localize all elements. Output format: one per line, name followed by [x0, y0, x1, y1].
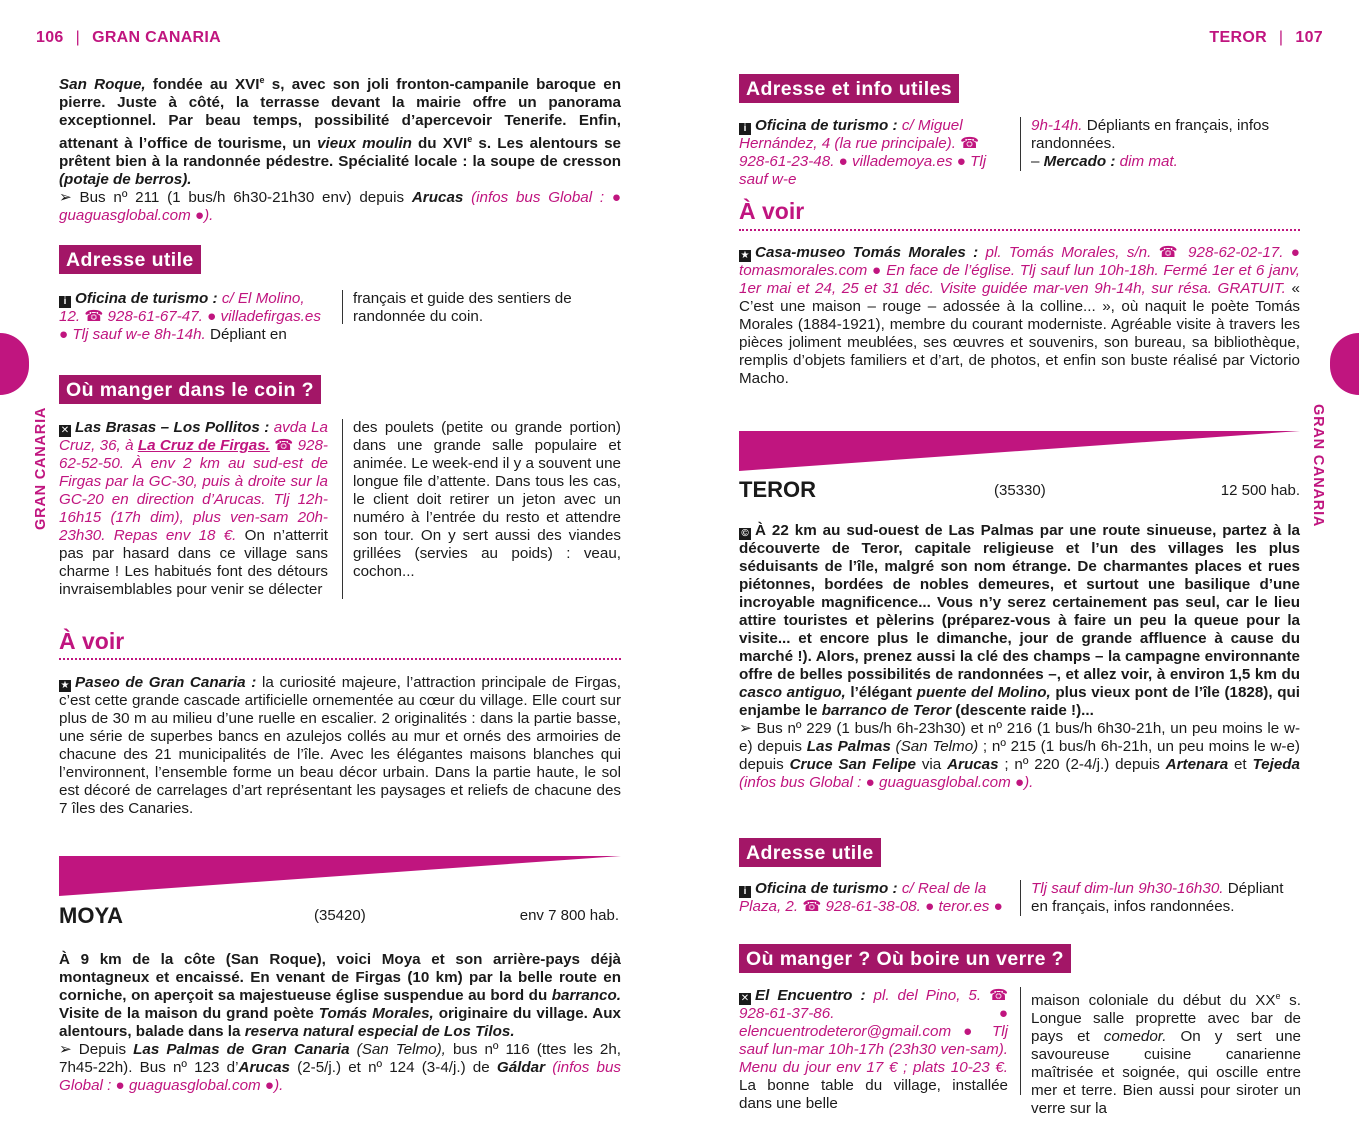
moya-population: env 7 800 hab. [519, 907, 619, 924]
teror-population: 12 500 hab. [1220, 482, 1300, 499]
left-a-voir-title: À voir [59, 628, 125, 654]
right-adresse-col2: 9h-14h. Dépliants en français, infos randonnées. – Mercado : dim mat. [1020, 117, 1301, 171]
teror-banner [739, 431, 1300, 473]
right-manger-col1: ✕ El Encuentro : pl. del Pino, 5. ☎ 928-61-37-86. ● elencuentrodeteror@gmail.com ● Tlj sauf lun-mar 10h-17h (23h30 ven-sam). Menu du jour env 17 € ; plats 10-23 €. La bonne table du village, installée dans une belle [739, 987, 1008, 1112]
sight-icon: ★ [740, 250, 750, 261]
moya-banner [59, 856, 621, 898]
left-page-number: 106 [36, 29, 64, 46]
left-header-title: GRAN CANARIA [92, 29, 222, 46]
right-a-voir-title: À voir [739, 198, 805, 224]
teror-title: TEROR [739, 477, 816, 502]
right-page-number: 107 [1295, 29, 1323, 46]
left-a-voir-paragraph: ★ Paseo de Gran Canaria : la curiosité majeure, l’attraction principale de Firgas, c’est cette grande cascade artificielle ornementée au cœur du village. Elle court sur plus de 30 m au milieu d’une ruelle en escalier. 2 originalités : dans la partie basse, une série de superbes bancs en azulejos collés au mur et ornés des armoiries de chacune des 21 municipalités de l’île. Avec les élégantes maisons blanches qui l’environnent, l’ensemble forme un beau décor urbain. Dans la partie haute, le sol est décoré de carrelages d’art représentant les paysages et reliefs de chacune des 7 îles des Canaries. [59, 674, 621, 817]
left-thumb-tab [0, 333, 29, 395]
right-side-label: GRAN CANARIA [1310, 404, 1326, 528]
sight-icon: ★ [60, 680, 70, 691]
info-icon: i [739, 886, 751, 898]
right-adresse2-col2: Tlj sauf dim-lun 9h30-16h30. Dépliant en français, infos randonnées. [1020, 880, 1301, 916]
adresse-utile-teror-badge: Adresse utile [739, 838, 881, 867]
right-adresse-col1: i Oficina de turismo : c/ Miguel Hernández, 4 (la rue principale). ☎ 928-61-23-48. ● villademoya.es ● Tlj sauf w-e [739, 117, 987, 188]
left-page-header: 106 | GRAN CANARIA [36, 29, 222, 46]
left-adresse-col1: i Oficina de turismo : c/ El Molino, 12. ☎ 928-61-67-47. ● villadefirgas.es ● Tlj sauf w-e 8h-14h. Dépliant en [59, 290, 321, 343]
info-icon: i [59, 296, 71, 308]
intro-paragraph: San Roque, fondée au XVIe s, avec son joli fronton-campanile baroque en pierre. Juste à côté, la terrasse devant la mairie offre un panorama exceptionnel. Par beau temps, possibilité d’apercevoir Tenerife. Enfin, attenant à l’office de tourisme, un vieux moulin du XVIe s. Les alentours se prêtent bien à la randonnée pédestre. Spécialité locale : la soupe de cresson (potaje de berros). ➢ Bus nº 211 (1 bus/h 6h30-21h30 env) depuis Arucas (infos bus Global : ● guaguasglobal.com ●). [59, 75, 621, 225]
moya-paragraph: À 9 km de la côte (San Roque), voici Moya et son arrière-pays déjà montagneux et encaissé. En venant de Firgas (10 km) par la belle route en corniche, on aperçoit sa majestueuse église suspendue au bord du barranco. Visite de la maison du grand poète Tomás Morales, originaire du village. Aux alentours, balade dans la reserva natural especial de Los Tilos. ➢ Depuis Las Palmas de Gran Canaria (San Telmo), bus nº 116 (ttes les 2h, 7h45-22h). Bus nº 123 d’Arucas (2-5/j.) et nº 124 (3-4/j.) de Gáldar (infos bus Global : ● guaguasglobal.com ●). [59, 951, 621, 1094]
ou-manger-boire-badge: Où manger ? Où boire un verre ? [739, 944, 1071, 973]
teror-postal-code: (35330) [994, 482, 1046, 499]
left-side-label: GRAN CANARIA [33, 406, 49, 530]
right-adresse2-col1: i Oficina de turismo : c/ Real de la Plaza, 2. ☎ 928-61-38-08. ● teror.es ● [739, 880, 1003, 915]
ou-manger-badge: Où manger dans le coin ? [59, 375, 321, 404]
left-a-voir-divider [59, 658, 621, 660]
teror-paragraph: © À 22 km au sud-ouest de Las Palmas par une route sinueuse, partez à la découverte de Teror, capitale religieuse et l’un des villages les plus séduisants de l’île, malgré son nom étrange. De charmantes places et rues piétonnes, bordées de nobles demeures, et surtout une basilique d’une incroyable magnificence... Vous n’y serez certainement pas seul, car le lieu attire touristes et pèlerins (préparez-vous à faire un peu la queue pour la visite... et encore plus le dimanche, jour de grande affluence à cause du marché !). Alors, prenez aussi la clé des champs – la campagne environnante offre de belles possibilités de randonnées –, et allez voir, à environ 1,5 km du casco antiguo, l’élégant puente del Molino, plus vieux pont de l’île (1828), qui enjambe le barranco de Teror (descente raide !)... ➢ Bus nº 229 (1 bus/h 6h-23h30) et nº 216 (1 bus/h 6h30-21h, un peu moins le w-e) depuis Las Palmas (San Telmo) ; nº 215 (1 bus/h 6h-21h, un peu moins le w-e) depuis Cruce San Felipe via Arucas ; nº 220 (2-4/j.) depuis Artenara et Tejeda (infos bus Global : ● guaguasglobal.com ●). [739, 522, 1301, 791]
adresse-utile-badge: Adresse utile [59, 245, 201, 274]
left-manger-col2: des poulets (petite ou grande portion) dans une grande salle populaire et animée. Le week-end il y a souvent une longue file d’attente. Dans tous les cas, le client doit retirer un jeton avec un numéro à l’entrée du resto et attendre son tour. On y sert aussi des viandes grillées (servies au poids) : veau, cochon... [342, 419, 621, 599]
moya-title: MOYA [59, 903, 123, 928]
right-a-voir-paragraph: ★ Casa-museo Tomás Morales : pl. Tomás Morales, s/n. ☎ 928-62-02-17. ● tomasmorales.com ● En face de l’église. Tlj sauf lun 10h-18h. Fermé 1er et 6 janv, 1er mai et 24, 25 et 31 déc. Visite guidée mar-ven 9h-14h, sur résa. GRATUIT. « C’est une maison – rouge – adossée à la colline... », où naquit le poète Tomás Morales (1884-1921), membre du courant moderniste. Agréable visite à travers les pièces joliment meublées, ses œuvres et souvenirs, son bureau, sa bibliothèque, remplis d’objets familiers et d’art, de photos, et enfin son buste réalisé par Victorio Macho. [739, 244, 1300, 387]
right-a-voir-divider [739, 229, 1300, 231]
restaurant-icon: ✕ [60, 425, 70, 436]
right-page-header: TEROR | 107 [1209, 29, 1323, 46]
adresse-info-badge: Adresse et info utiles [739, 74, 959, 103]
right-header-title: TEROR [1209, 29, 1267, 46]
info-icon: i [739, 123, 751, 135]
recommended-icon: © [739, 528, 751, 540]
right-thumb-tab [1330, 333, 1359, 395]
left-manger-col1: ✕ Las Brasas – Los Pollitos : avda La Cruz, 36, à La Cruz de Firgas. ☎ 928-62-52-50. À env 2 km au sud-est de Firgas par la GC-30, puis à droite sur la GC-20 en direction d’Arucas. Tlj 12h-16h15 (17h dim), plus ven-sam 20h-23h30. Repas env 18 €. On n’atterrit pas par hasard dans ce village sans charme ! Les habitués font des détours invraisemblables pour venir se délecter [59, 419, 329, 598]
left-adresse-col2: français et guide des sentiers de randonnée du coin. [342, 290, 621, 324]
restaurant-bar-icon: ✕ [740, 993, 750, 1004]
moya-postal-code: (35420) [314, 907, 366, 924]
right-manger-col2: maison coloniale du début du XXe s. Longue salle proprette avec bar de pays et comedor. On y sert une savoureuse cuisine canarienne maîtrisée et soignée, qui oscille entre mer et terre. Bien aussi pour siroter un verre sur la [1020, 987, 1301, 1095]
